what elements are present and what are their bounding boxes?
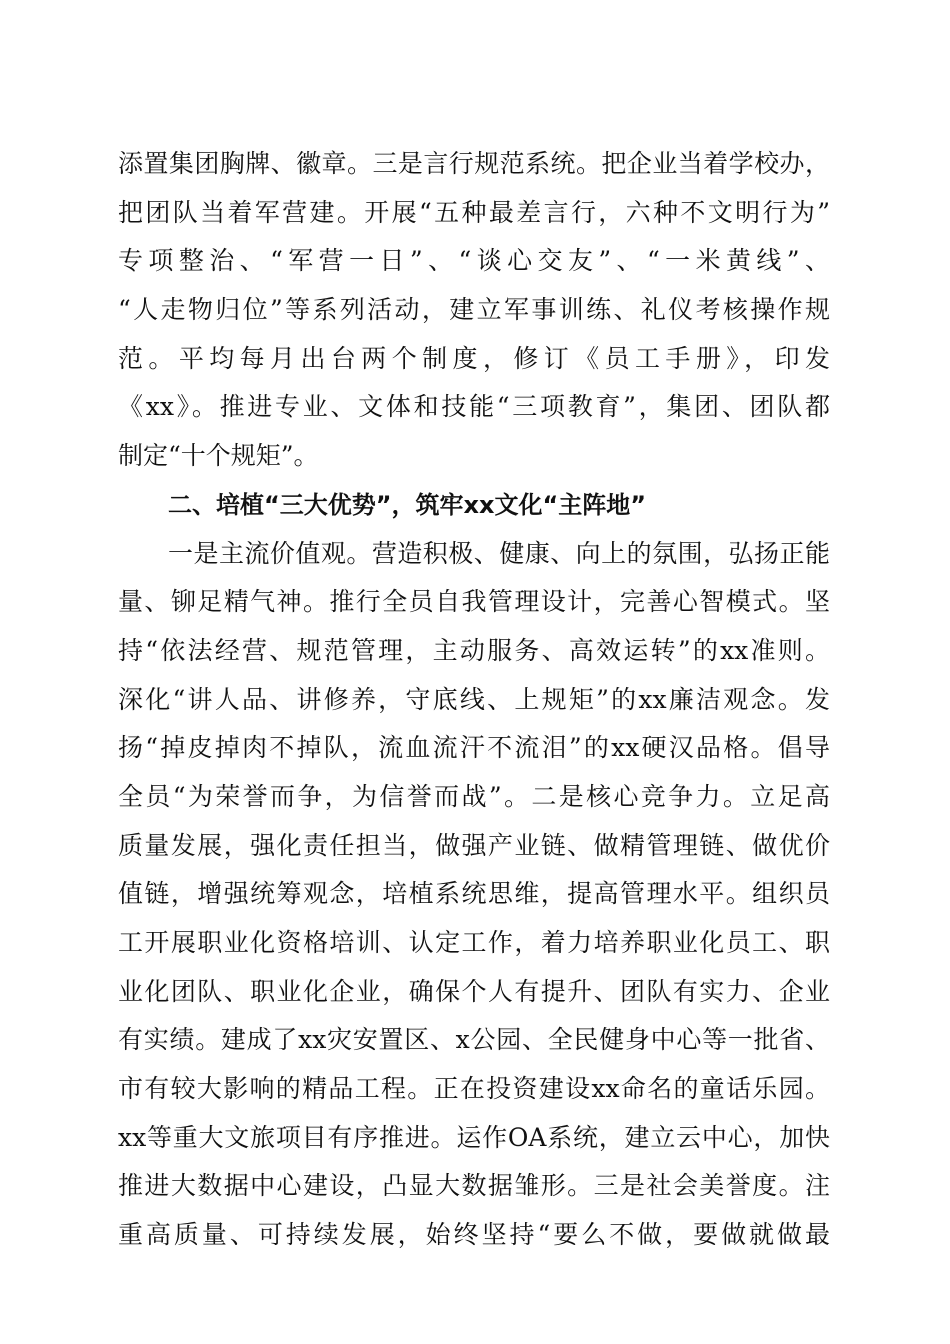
body-text-line: 专项整治、“军营一日”、“谈心交友”、“一米黄线”、 xyxy=(118,246,830,276)
body-text-line: 深化“讲人品、讲修养，守底线、上规矩”的xx廉洁观念。发 xyxy=(118,684,830,714)
body-text-line: 重高质量、可持续发展，始终坚持“要么不做，要做就做最 xyxy=(118,1220,830,1250)
document-page xyxy=(118,140,830,1260)
body-text-line: 业化团队、职业化企业，确保个人有提升、团队有实力、企业 xyxy=(118,976,830,1006)
body-text-line: 量、铆足精气神。推行全员自我管理设计，完善心智模式。坚 xyxy=(118,587,830,617)
body-text-line: 有实绩。建成了xx灾安置区、x公园、全民健身中心等一批省、 xyxy=(118,1025,830,1055)
body-text-line: xx等重大文旅项目有序推进。运作OA系统，建立云中心，加快 xyxy=(118,1122,830,1152)
body-text-line: 范。平均每月出台两个制度，修订《员工手册》，印发 xyxy=(118,343,830,373)
body-text-line: 质量发展，强化责任担当，做强产业链、做精管理链、做优价 xyxy=(118,830,830,860)
body-text-line: 扬“掉皮掉肉不掉队，流血流汗不流泪”的xx硬汉品格。倡导 xyxy=(118,733,830,763)
body-text-line: 值链，增强统筹观念，培植系统思维，提高管理水平。组织员 xyxy=(118,879,830,909)
section-heading: 二、培植“三大优势”，筑牢xx文化“主阵地” xyxy=(168,490,647,519)
body-text-line: 一是主流价值观。营造积极、健康、向上的氛围，弘扬正能 xyxy=(168,538,830,568)
body-text-line: 工开展职业化资格培训、认定工作，着力培养职业化员工、职 xyxy=(118,928,830,957)
body-text-line: 市有较大影响的精品工程。正在投资建设xx命名的童话乐园。 xyxy=(118,1074,830,1104)
body-text-line: 添置集团胸牌、徽章。三是言行规范系统。把企业当着学校办， xyxy=(118,149,830,178)
body-text-line: 全员“为荣誉而争，为信誉而战”。二是核心竞争力。立足高 xyxy=(118,781,830,811)
body-text-line: 持“依法经营、规范管理，主动服务、高效运转”的xx准则。 xyxy=(118,635,830,665)
body-text-line: 《xx》。推进专业、文体和技能“三项教育”，集团、团队都 xyxy=(118,392,830,422)
body-text-line: 把团队当着军营建。开展“五种最差言行，六种不文明行为” xyxy=(118,197,830,227)
body-text-line: 推进大数据中心建设，凸显大数据雏形。三是社会美誉度。注 xyxy=(118,1171,830,1201)
body-text-line: “人走物归位”等系列活动，建立军事训练、礼仪考核操作规 xyxy=(118,295,830,325)
body-text-line: 制定“十个规矩”。 xyxy=(118,441,319,471)
